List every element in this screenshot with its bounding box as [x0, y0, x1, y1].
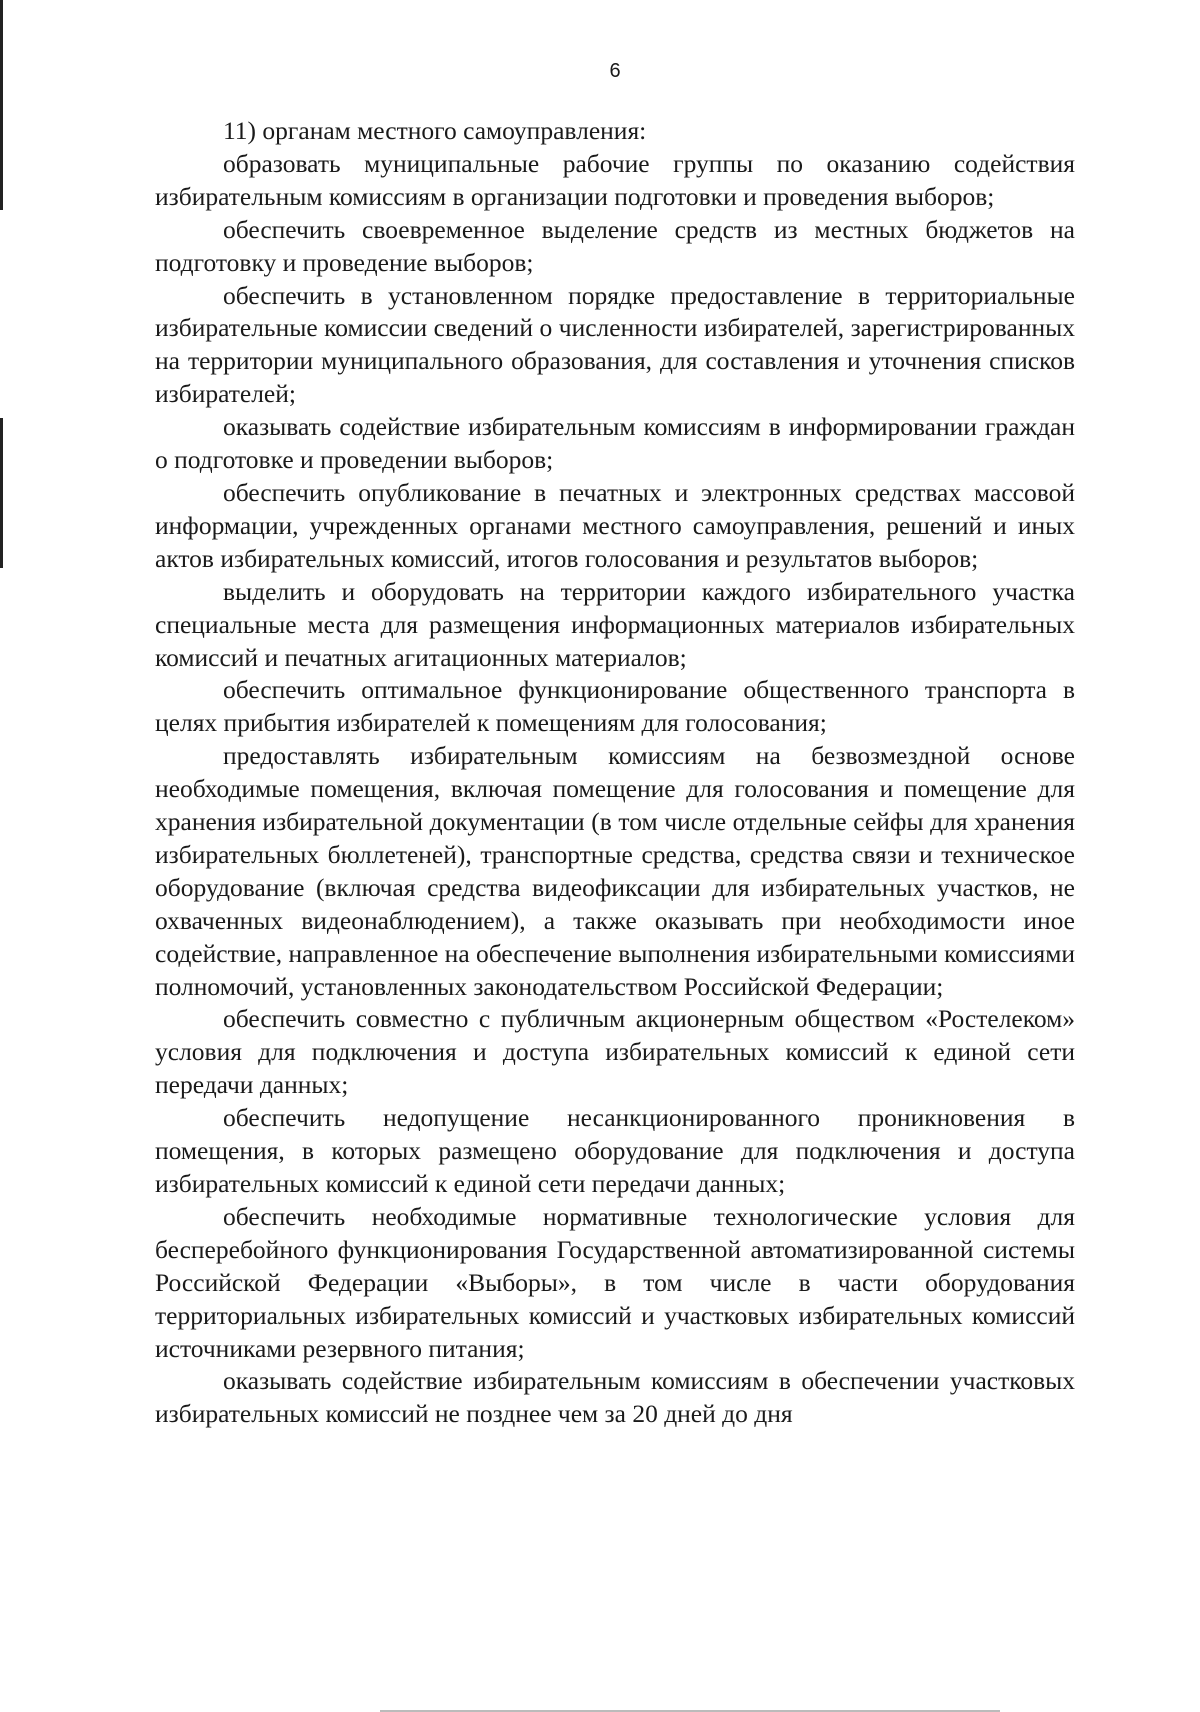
paragraph: обеспечить своевременное выделение средств из местных бюджетов на подготовку и проведение выборов;: [155, 214, 1075, 277]
paragraph: обеспечить в установленном порядке предоставление в территориальные избирательные комиссии сведений о численности избирателей, зарегистрированных на территории муниципального образования, для составления и уточнения списков избирателей;: [155, 280, 1075, 409]
scan-edge-mark: [0, 418, 3, 568]
page-number: 6: [609, 60, 621, 82]
paragraph-heading: 11) органам местного самоуправления:: [223, 116, 647, 145]
scan-edge-mark: [0, 0, 3, 210]
paragraph: образовать муниципальные рабочие группы по оказанию содействия избирательным комиссиям в организации подготовки и проведения выборов;: [155, 148, 1075, 211]
paragraph: обеспечить опубликование в печатных и электронных средствах массовой информации, учрежденных органами местного самоуправления, решений и иных актов избирательных комиссий, итогов голосования и результатов выборов;: [155, 477, 1075, 573]
paragraph: оказывать содействие избирательным комиссиям в информировании граждан о подготовке и проведении выборов;: [155, 412, 1075, 475]
paragraph: обеспечить совместно с публичным акционерным обществом «Ростелеком» условия для подключения и доступа избирательных комиссий к единой сети передачи данных;: [155, 1004, 1075, 1100]
paragraph: предоставлять избирательным комиссиям на безвозмездной основе необходимые помещения, включая помещение для голосования и помещение для хранения избирательной документации (в том числе отдельные сейфы для хранения избирательных бюллетеней), транспортные средства, средства связи и техническое оборудование (включая средства видеофиксации для избирательных участков, не охваченных видеонаблюдением), а также оказывать при необходимости иное содействие, направленное на обеспечение выполнения избирательными комиссиями полномочий, установленных законодательством Российской Федерации;: [155, 741, 1075, 1001]
document-body: [155, 115, 1075, 1431]
paragraph: выделить и оборудовать на территории каждого избирательного участка специальные места для размещения информационных материалов избирательных комиссий и печатных агитационных материалов;: [155, 576, 1075, 672]
paragraph: обеспечить необходимые нормативные технологические условия для бесперебойного функционирования Государственной автоматизированной системы Российской Федерации «Выборы», в том числе в части оборудования территориальных избирательных комиссий и участковых избирательных комиссий источниками резервного питания;: [155, 1201, 1075, 1363]
paragraph: оказывать содействие избирательным комиссиям в обеспечении участковых избирательных комиссий не позднее чем за 20 дней до дня: [155, 1366, 1075, 1429]
paragraph: обеспечить недопущение несанкционированного проникновения в помещения, в которых размещено оборудование для подключения и доступа избирательных комиссий к единой сети передачи данных;: [155, 1103, 1075, 1198]
paragraph: обеспечить оптимальное функционирование общественного транспорта в целях прибытия избирателей к помещениям для голосования;: [155, 675, 1075, 738]
